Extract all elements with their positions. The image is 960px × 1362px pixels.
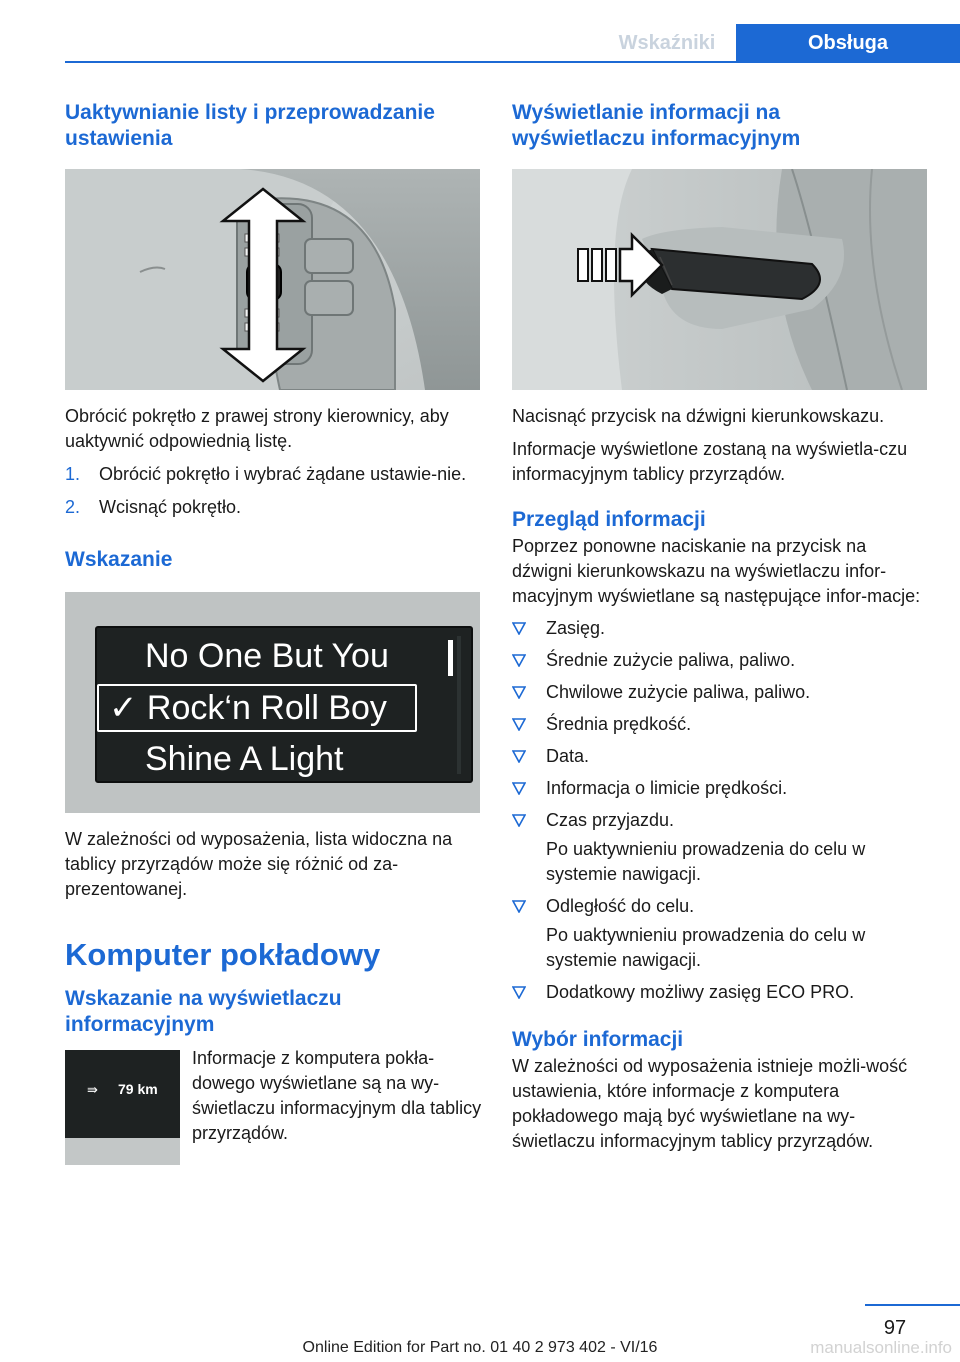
triangle-bullet-icon — [512, 986, 526, 999]
list-item — [65, 495, 475, 520]
steps-list — [65, 462, 475, 520]
left-column — [65, 100, 481, 1164]
list-item — [512, 680, 927, 705]
bullet-text: Informacja o limicie prędkości. — [546, 778, 788, 798]
triangle-bullet-icon — [512, 622, 526, 635]
bullet-text: Czas przyjazdu. — [546, 810, 675, 830]
bullet-text: Odległość do celu. — [546, 896, 695, 916]
bullet-text: Zasięg. — [546, 618, 606, 638]
step-number: 1. — [65, 464, 81, 484]
para-info-shown: Informacje wyświetlone zostaną na wyświetla‐czu informacyjnym tablicy przyrządów. — [512, 439, 908, 484]
playlist-display-image — [65, 592, 480, 813]
display-scroll-track — [457, 636, 461, 774]
bullet-text: Średnia prędkość. — [546, 714, 692, 734]
heading-onboard-computer: Komputer pokładowy — [65, 937, 381, 972]
list-item — [512, 744, 927, 769]
para-list-may-differ: W zależności od wyposażenia, lista widoczna na tablicy przyrządów może się różnić od za‐prezentowanej. — [65, 829, 453, 899]
small-display-value: 79 km — [118, 1081, 158, 1097]
heading-display: Wskazanie — [65, 548, 173, 571]
range-icon: ⇛ — [87, 1082, 98, 1097]
edition-text: Online Edition for Part no. 01 40 2 973 402 - VI/16 — [302, 1339, 658, 1356]
heading-show-info: Wyświetlanie informacji na wyświetlaczu informacyjnym — [512, 101, 801, 150]
triangle-bullet-icon — [512, 782, 526, 795]
bullet-text: Dodatkowy możliwy zasięg ECO PRO. — [546, 982, 855, 1002]
turn-signal-lever-image — [512, 169, 927, 390]
list-item — [512, 808, 927, 887]
display-item-3: Shine A Light — [145, 740, 344, 778]
page-number: 97 — [883, 1317, 907, 1339]
display-item-1: No One But You — [145, 637, 389, 675]
heading-info-overview: Przegląd informacji — [512, 508, 706, 531]
small-display-image — [65, 1050, 180, 1165]
display-scrollbar — [448, 640, 453, 676]
heading-activate-list: Uaktywnianie listy i przeprowadzanie ustawienia — [65, 101, 435, 150]
heading-info-selection: Wybór informacji — [512, 1028, 684, 1051]
bullet-text: Średnie zużycie paliwa, paliwo. — [546, 650, 796, 670]
watermark-text: manualsonline.info — [810, 1338, 952, 1357]
triangle-bullet-icon — [512, 686, 526, 699]
list-item — [512, 616, 927, 641]
triangle-bullet-icon — [512, 654, 526, 667]
para-onboard-info: Informacje z komputera pokła‐dowego wyświetlane są na wy‐świetlaczu informacyjnym dla tablicy przyrządów. — [192, 1048, 482, 1143]
bullet-text: Data. — [546, 746, 590, 766]
para-overview: Poprzez ponowne naciskanie na przycisk na dźwigni kierunkowskazu na wyświetlaczu infor‐macyjnym wyświetlane są następujące infor‐macje: — [512, 536, 921, 606]
triangle-bullet-icon — [512, 718, 526, 731]
heading-info-display: Wskazanie na wyświetlaczu informacyjnym — [65, 987, 342, 1036]
bullet-subtext: Po uaktywnieniu prowadzenia do celu w systemie nawigacji. — [546, 839, 866, 884]
steering-wheel-image — [65, 169, 480, 390]
bullet-text: Chwilowe zużycie paliwa, paliwo. — [546, 682, 811, 702]
footer-divider — [865, 1304, 960, 1306]
bullet-subtext: Po uaktywnieniu prowadzenia do celu w systemie nawigacji. — [546, 925, 866, 970]
tab-indicators[interactable]: Wskaźniki — [618, 31, 716, 54]
display-item-2: ✓ Rock‘n Roll Boy — [109, 689, 387, 727]
right-column — [512, 100, 928, 1154]
header-divider — [65, 61, 960, 63]
list-item — [512, 894, 927, 973]
triangle-bullet-icon — [512, 814, 526, 827]
list-item — [512, 712, 927, 737]
list-item — [512, 980, 927, 1005]
step-text: Wcisnąć pokrętło. — [99, 497, 242, 517]
step-number: 2. — [65, 497, 81, 517]
para-selection: W zależności od wyposażenia istnieje możli‐wość ustawienia, które informacje z komputera pokładowego mają być wyświetlane na wy‐świetlaczu informacyjnym tablicy przyrządów. — [512, 1056, 908, 1151]
info-bullet-list — [512, 616, 927, 1005]
list-item — [65, 462, 475, 487]
para-press-button: Nacisnąć przycisk na dźwigni kierunkowskazu. — [512, 406, 885, 426]
list-item — [512, 776, 927, 801]
triangle-bullet-icon — [512, 750, 526, 763]
triangle-bullet-icon — [512, 900, 526, 913]
info-display-section — [65, 1046, 481, 1164]
step-text: Obrócić pokrętło i wybrać żądane ustawie‐nie. — [99, 464, 467, 484]
para-rotate-knob: Obrócić pokrętło z prawej strony kierownicy, aby uaktywnić odpowiednią listę. — [65, 406, 449, 451]
list-item — [512, 648, 927, 673]
tab-operation[interactable]: Obsługa — [736, 24, 960, 62]
